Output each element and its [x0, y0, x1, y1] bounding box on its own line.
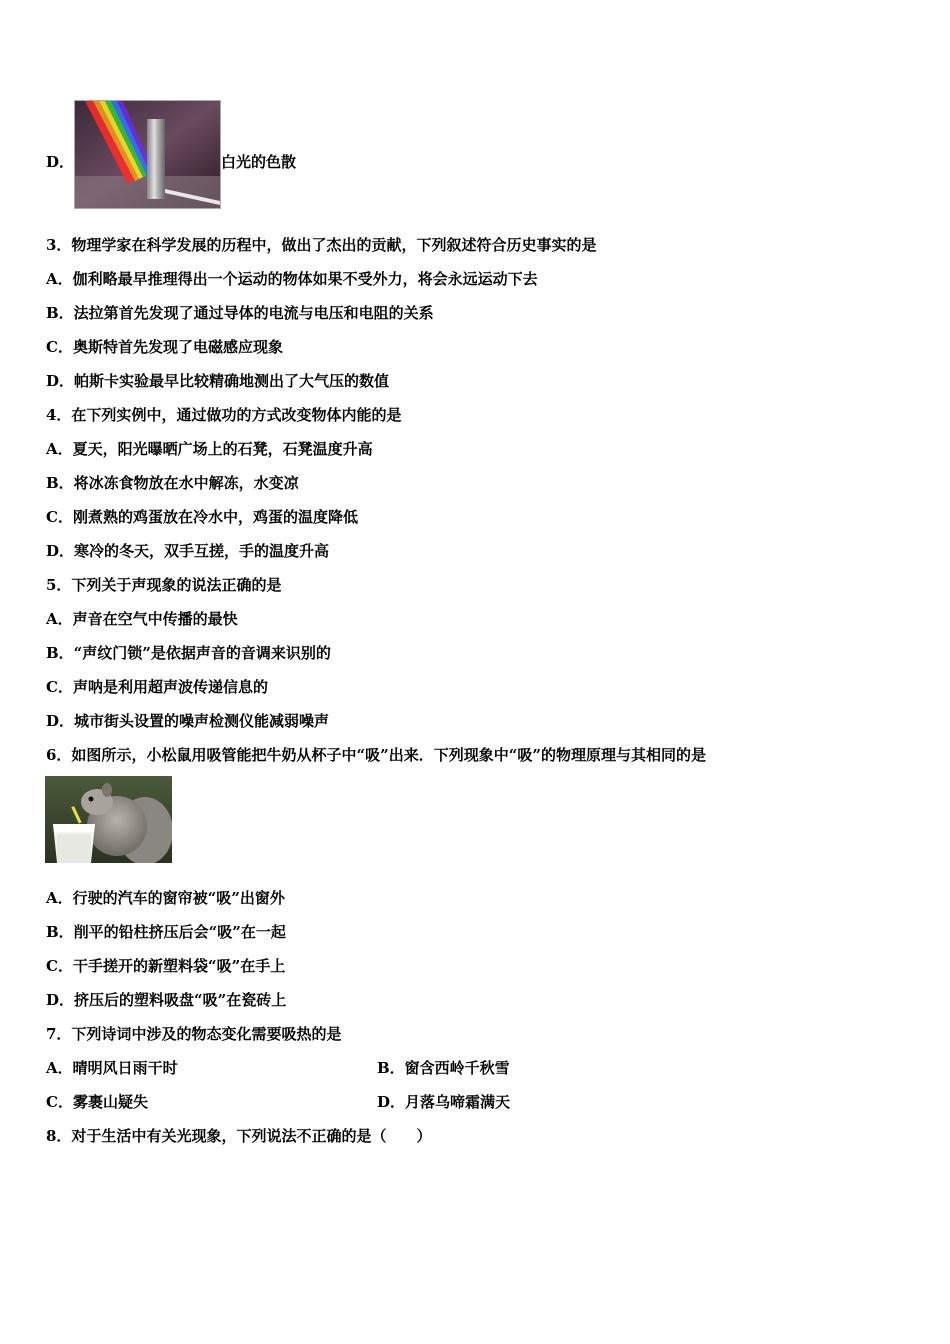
q5-option-c: C．声呐是利用超声波传递信息的 [46, 678, 268, 696]
q5-option-d: D．城市街头设置的噪声检测仪能减弱噪声 [46, 712, 330, 730]
q4-stem: 4．在下列实例中，通过做功的方式改变物体内能的是 [46, 406, 402, 424]
q3-option-a: A．伽利略最早推理得出一个运动的物体如果不受外力，将会永远运动下去 [46, 270, 538, 288]
q2-option-d-label: D． [46, 153, 75, 171]
q5-option-a: A．声音在空气中传播的最快 [46, 610, 238, 628]
q8-stem: 8．对于生活中有关光现象，下列说法不正确的是（ ） [46, 1127, 432, 1145]
squirrel-drinking-milk-image [45, 776, 172, 863]
q5-option-b: B．“声纹门锁”是依据声音的音调来识别的 [46, 644, 331, 662]
q3-option-d: D．帕斯卡实验最早比较精确地测出了大气压的数值 [46, 372, 390, 390]
q6-option-b: B．削平的铅柱挤压后会“吸”在一起 [46, 923, 286, 941]
q4-option-d: D．寒冷的冬天，双手互搓，手的温度升高 [46, 542, 330, 560]
q7-option-c: C．雾裹山疑失 [46, 1093, 148, 1111]
prism-dispersion-image [74, 100, 221, 209]
q4-option-b: B．将冰冻食物放在水中解冻，水变凉 [46, 474, 299, 492]
q3-option-b: B．法拉第首先发现了通过导体的电流与电压和电阻的关系 [46, 304, 434, 322]
q4-option-c: C．刚煮熟的鸡蛋放在冷水中，鸡蛋的温度降低 [46, 508, 358, 526]
q7-stem: 7．下列诗词中涉及的物态变化需要吸热的是 [46, 1025, 342, 1043]
q3-option-c: C．奥斯特首先发现了电磁感应现象 [46, 338, 283, 356]
q7-option-a: A．晴明风日雨干时 [46, 1059, 178, 1077]
q7-option-d: D．月落乌啼霜满天 [377, 1093, 511, 1111]
q2-option-d-caption: 白光的色散 [221, 153, 297, 171]
q6-option-c: C．干手搓开的新塑料袋“吸”在手上 [46, 957, 286, 975]
q5-stem: 5．下列关于声现象的说法正确的是 [46, 576, 282, 594]
q4-option-a: A．夏天，阳光曝晒广场上的石凳，石凳温度升高 [46, 440, 373, 458]
q6-option-a: A．行驶的汽车的窗帘被“吸”出窗外 [46, 889, 285, 907]
q6-option-d: D．挤压后的塑料吸盘“吸”在瓷砖上 [46, 991, 287, 1009]
q7-option-b: B．窗含西岭千秋雪 [377, 1059, 510, 1077]
q3-stem: 3．物理学家在科学发展的历程中，做出了杰出的贡献，下列叙述符合历史事实的是 [46, 236, 597, 254]
q6-stem: 6．如图所示，小松鼠用吸管能把牛奶从杯子中“吸”出来．下列现象中“吸”的物理原理与其相同的是 [46, 746, 706, 764]
